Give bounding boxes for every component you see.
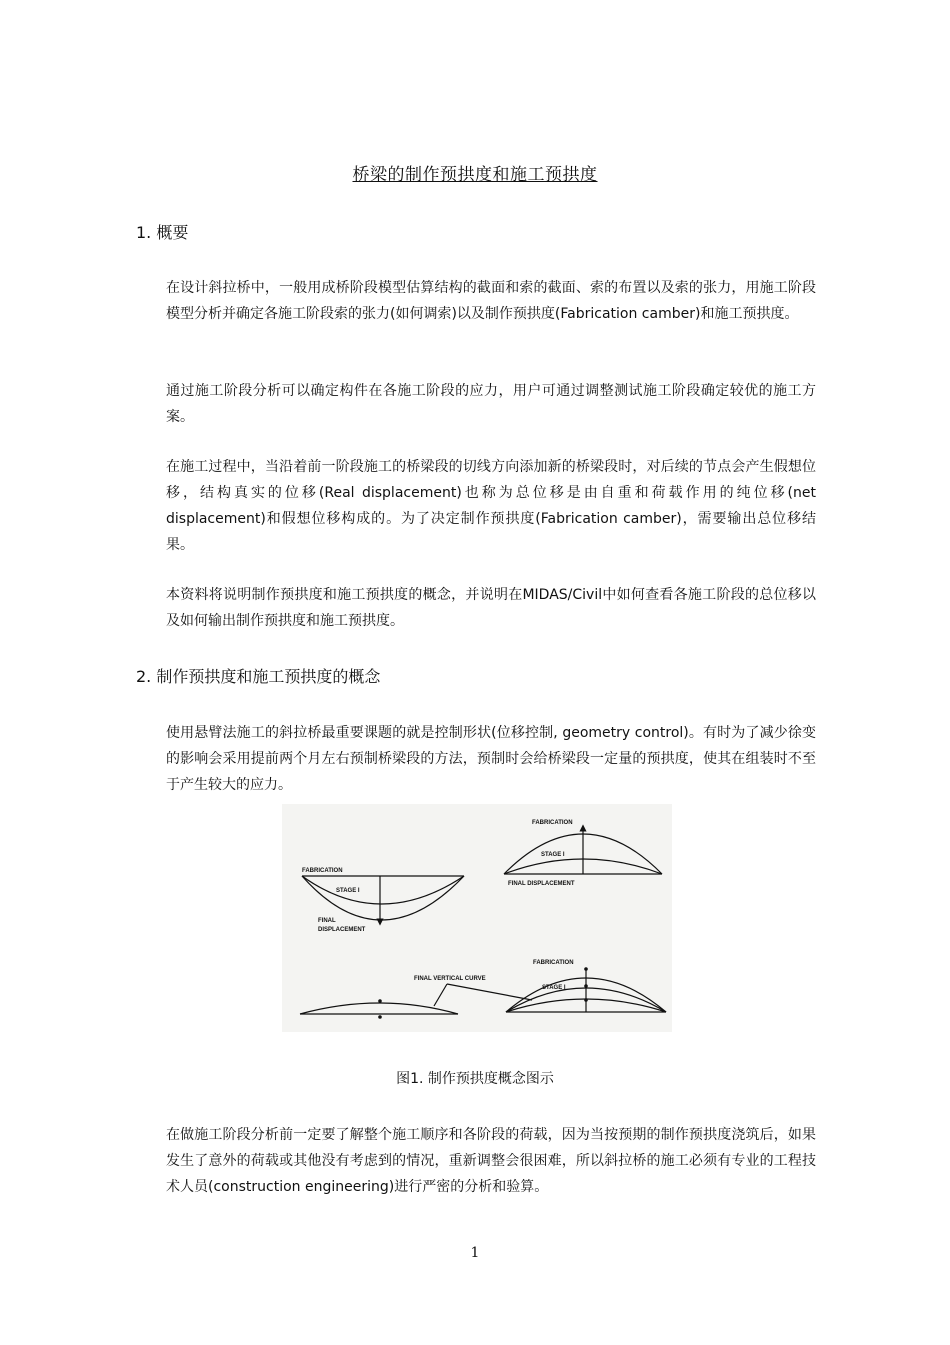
- figure-label: FINAL: [318, 918, 336, 924]
- section-heading-concept: 2. 制作预拱度和施工预拱度的概念: [136, 667, 381, 686]
- figure-label: FINAL VERTICAL CURVE: [414, 976, 486, 982]
- paragraph: 在设计斜拉桥中，一般用成桥阶段模型估算结构的截面和索的截面、索的布置以及索的张力，用施工阶段模型分析并确定各施工阶段索的张力(如何调索)以及制作预拱度(Fabrication camber)和施工预拱度。: [166, 280, 816, 322]
- paragraph: 通过施工阶段分析可以确定构件在各施工阶段的应力，用户可通过调整测试施工阶段确定较优的施工方案。: [166, 383, 816, 425]
- paragraph: 本资料将说明制作预拱度和施工预拱度的概念，并说明在MIDAS/Civil中如何查看各施工阶段的总位移以及如何输出制作预拱度和施工预拱度。: [166, 587, 816, 629]
- section-heading-overview: 1. 概要: [136, 223, 189, 242]
- paragraph: 在施工过程中，当沿着前一阶段施工的桥梁段的切线方向添加新的桥梁段时，对后续的节点会产生假想位移，结构真实的位移(Real displacement)也称为总位移是由自重和荷载作用的纯位移(net displacement)和假想位移构成的。为了决定制作预拱度(Fabrication camber)，需要输出总位移结果。: [166, 459, 816, 553]
- page-title: 桥梁的制作预拱度和施工预拱度: [352, 165, 598, 185]
- figure-label: DISPLACEMENT: [318, 927, 366, 933]
- figure-label: FINAL DISPLACEMENT: [508, 881, 575, 887]
- page-number: 1: [470, 1245, 480, 1261]
- paragraph: 使用悬臂法施工的斜拉桥最重要课题的就是控制形状(位移控制, geometry control)。有时为了减少徐变的影响会采用提前两个月左右预制桥梁段的方法，预制时会给桥梁段一定量的预拱度，使其在组装时不至于产生较大的应力。: [166, 725, 816, 793]
- figure-label: FABRICATION: [532, 820, 573, 826]
- figure-caption: 图1. 制作预拱度概念图示: [396, 1071, 554, 1087]
- paragraph: 在做施工阶段分析前一定要了解整个施工顺序和各阶段的荷载，因为当按预期的制作预拱度浇筑后，如果发生了意外的荷载或其他没有考虑到的情况，重新调整会很困难，所以斜拉桥的施工必须有专业的工程技术人员(construction engineering)进行严密的分析和验算。: [166, 1127, 816, 1195]
- figure-label: FABRICATION: [533, 960, 574, 966]
- figure-label: STAGE I: [336, 888, 360, 894]
- camber-diagram: [282, 804, 672, 1032]
- figure-label: FABRICATION: [302, 868, 343, 874]
- figure-label: STAGE I: [542, 985, 566, 991]
- figure-label: STAGE I: [541, 852, 565, 858]
- camber-concept-figure: [282, 804, 672, 1032]
